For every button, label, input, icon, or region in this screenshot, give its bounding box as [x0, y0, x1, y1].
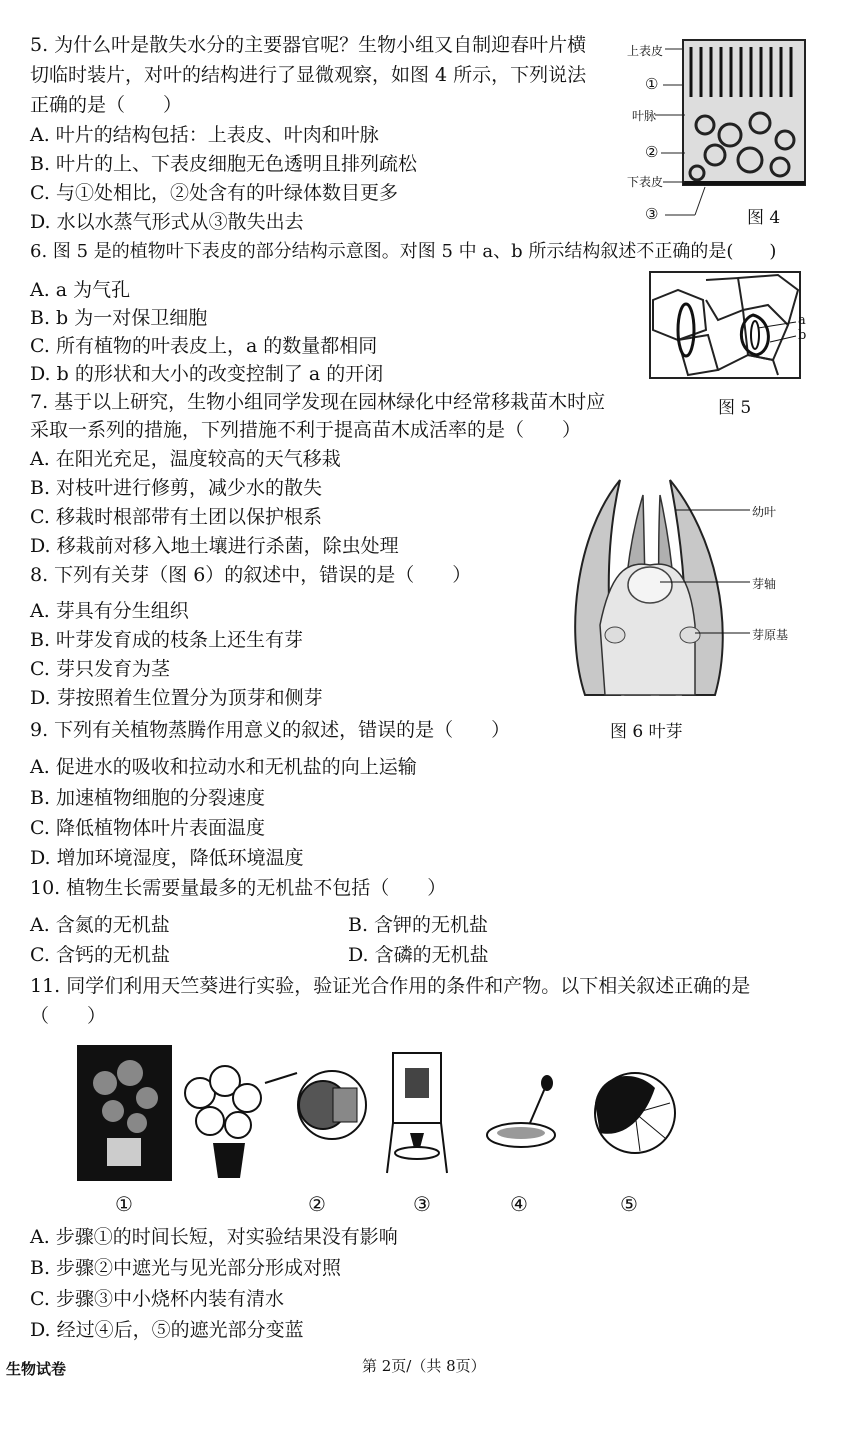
q8-stem: 8. 下列有关芽（图 6）的叙述中，错误的是（ ）: [30, 564, 472, 586]
photosynthesis-experiment-figure: [75, 1043, 755, 1183]
q7-option-d: D. 移栽前对移入地土壤进行杀菌，除虫处理: [30, 535, 399, 557]
q9-option-d: D. 增加环境湿度，降低环境温度: [30, 847, 304, 869]
q6-option-a: A. a 为气孔: [30, 279, 131, 301]
q10-option-d: D. 含磷的无机盐: [348, 944, 489, 966]
q5-stem-line1: 5. 为什么叶是散失水分的主要器官呢？生物小组又自制迎春叶片横: [30, 34, 587, 56]
q11-option-c: C. 步骤③中小烧杯内装有清水: [30, 1288, 284, 1310]
q10-option-c: C. 含钙的无机盐: [30, 944, 170, 966]
step-3-label: ③: [413, 1192, 431, 1216]
q9-stem: 9. 下列有关植物蒸腾作用意义的叙述，错误的是（ ）: [30, 719, 511, 741]
q10-stem: 10. 植物生长需要量最多的无机盐不包括（ ）: [30, 877, 447, 899]
fig5-label-b: b: [798, 328, 807, 343]
leaf-cross-section-figure: [625, 35, 810, 225]
q5-stem-line2: 切临时装片，对叶的结构进行了显微观察，如图 4 所示，下列说法: [30, 64, 587, 86]
q11-option-d: D. 经过④后，⑤的遮光部分变蓝: [30, 1319, 304, 1341]
q11-option-a: A. 步骤①的时间长短，对实验结果没有影响: [30, 1226, 398, 1248]
step-4-label: ④: [510, 1192, 528, 1216]
q9-option-b: B. 加速植物细胞的分裂速度: [30, 787, 266, 809]
q5-stem-line3: 正确的是（ ）: [30, 94, 183, 116]
footer-page-number: 第 2页/（共 8页）: [362, 1357, 486, 1375]
fig6-label-bud-primordium: 芽原基: [752, 628, 789, 642]
footer-subject: 生物试卷: [6, 1360, 67, 1378]
stomata-figure: [648, 270, 808, 380]
q8-option-a: A. 芽具有分生组织: [30, 600, 189, 622]
q9-option-c: C. 降低植物体叶片表面温度: [30, 817, 265, 839]
step-2-label: ②: [308, 1192, 326, 1216]
q5-option-b: B. 叶片的上、下表皮细胞无色透明且排列疏松: [30, 153, 418, 175]
fig4-label-upper-epidermis: 上表皮: [627, 44, 664, 58]
fig4-label-3: ③: [645, 205, 659, 223]
fig5-caption: 图 5: [718, 398, 752, 418]
step-5-label: ⑤: [620, 1192, 638, 1216]
fig4-caption: 图 4: [747, 208, 781, 228]
q9-option-a: A. 促进水的吸收和拉动水和无机盐的向上运输: [30, 756, 417, 778]
q5-option-c: C. 与①处相比，②处含有的叶绿体数目更多: [30, 182, 398, 204]
fig6-caption: 图 6 叶芽: [610, 722, 683, 742]
q6-stem: 6. 图 5 是的植物叶下表皮的部分结构示意图。对图 5 中 a、b 所示结构叙述不正确的是( ): [30, 241, 777, 262]
q8-option-b: B. 叶芽发育成的枝条上还生有芽: [30, 629, 304, 651]
q6-option-b: B. b 为一对保卫细胞: [30, 307, 208, 329]
leaf-bud-figure: [565, 475, 750, 700]
q6-option-d: D. b 的形状和大小的改变控制了 a 的开闭: [30, 363, 384, 385]
fig4-label-vein: 叶脉: [632, 109, 657, 123]
q10-option-b: B. 含钾的无机盐: [348, 914, 489, 936]
q5-option-a: A. 叶片的结构包括：上表皮、叶肉和叶脉: [30, 124, 379, 146]
q6-option-c: C. 所有植物的叶表皮上，a 的数量都相同: [30, 335, 378, 357]
q8-option-d: D. 芽按照着生位置分为顶芽和侧芽: [30, 687, 323, 709]
q11-stem-line2: （ ）: [30, 1005, 107, 1027]
fig4-label-lower-epidermis: 下表皮: [627, 175, 664, 189]
q7-stem-line1: 7. 基于以上研究，生物小组同学发现在园林绿化中经常移栽苗木时应: [30, 391, 606, 413]
q7-option-a: A. 在阳光充足，温度较高的天气移栽: [30, 448, 341, 470]
q7-stem-line2: 采取一系列的措施，下列措施不利于提高苗木成活率的是（ ）: [30, 419, 582, 441]
fig4-label-2: ②: [645, 143, 659, 161]
fig5-label-a: a: [798, 313, 806, 328]
fig4-label-1: ①: [645, 75, 659, 93]
fig6-label-young-leaf: 幼叶: [752, 505, 777, 519]
q7-option-b: B. 对枝叶进行修剪，减少水的散失: [30, 477, 323, 499]
q7-option-c: C. 移栽时根部带有土团以保护根系: [30, 506, 322, 528]
q10-option-a: A. 含氮的无机盐: [30, 914, 170, 936]
q11-option-b: B. 步骤②中遮光与见光部分形成对照: [30, 1257, 342, 1279]
q5-option-d: D. 水以水蒸气形式从③散失出去: [30, 211, 304, 233]
fig6-label-bud-axis: 芽轴: [752, 577, 777, 591]
q11-stem-line1: 11. 同学们利用天竺葵进行实验，验证光合作用的条件和产物。以下相关叙述正确的是: [30, 975, 751, 997]
step-1-label: ①: [115, 1192, 133, 1216]
q8-option-c: C. 芽只发育为茎: [30, 658, 170, 680]
